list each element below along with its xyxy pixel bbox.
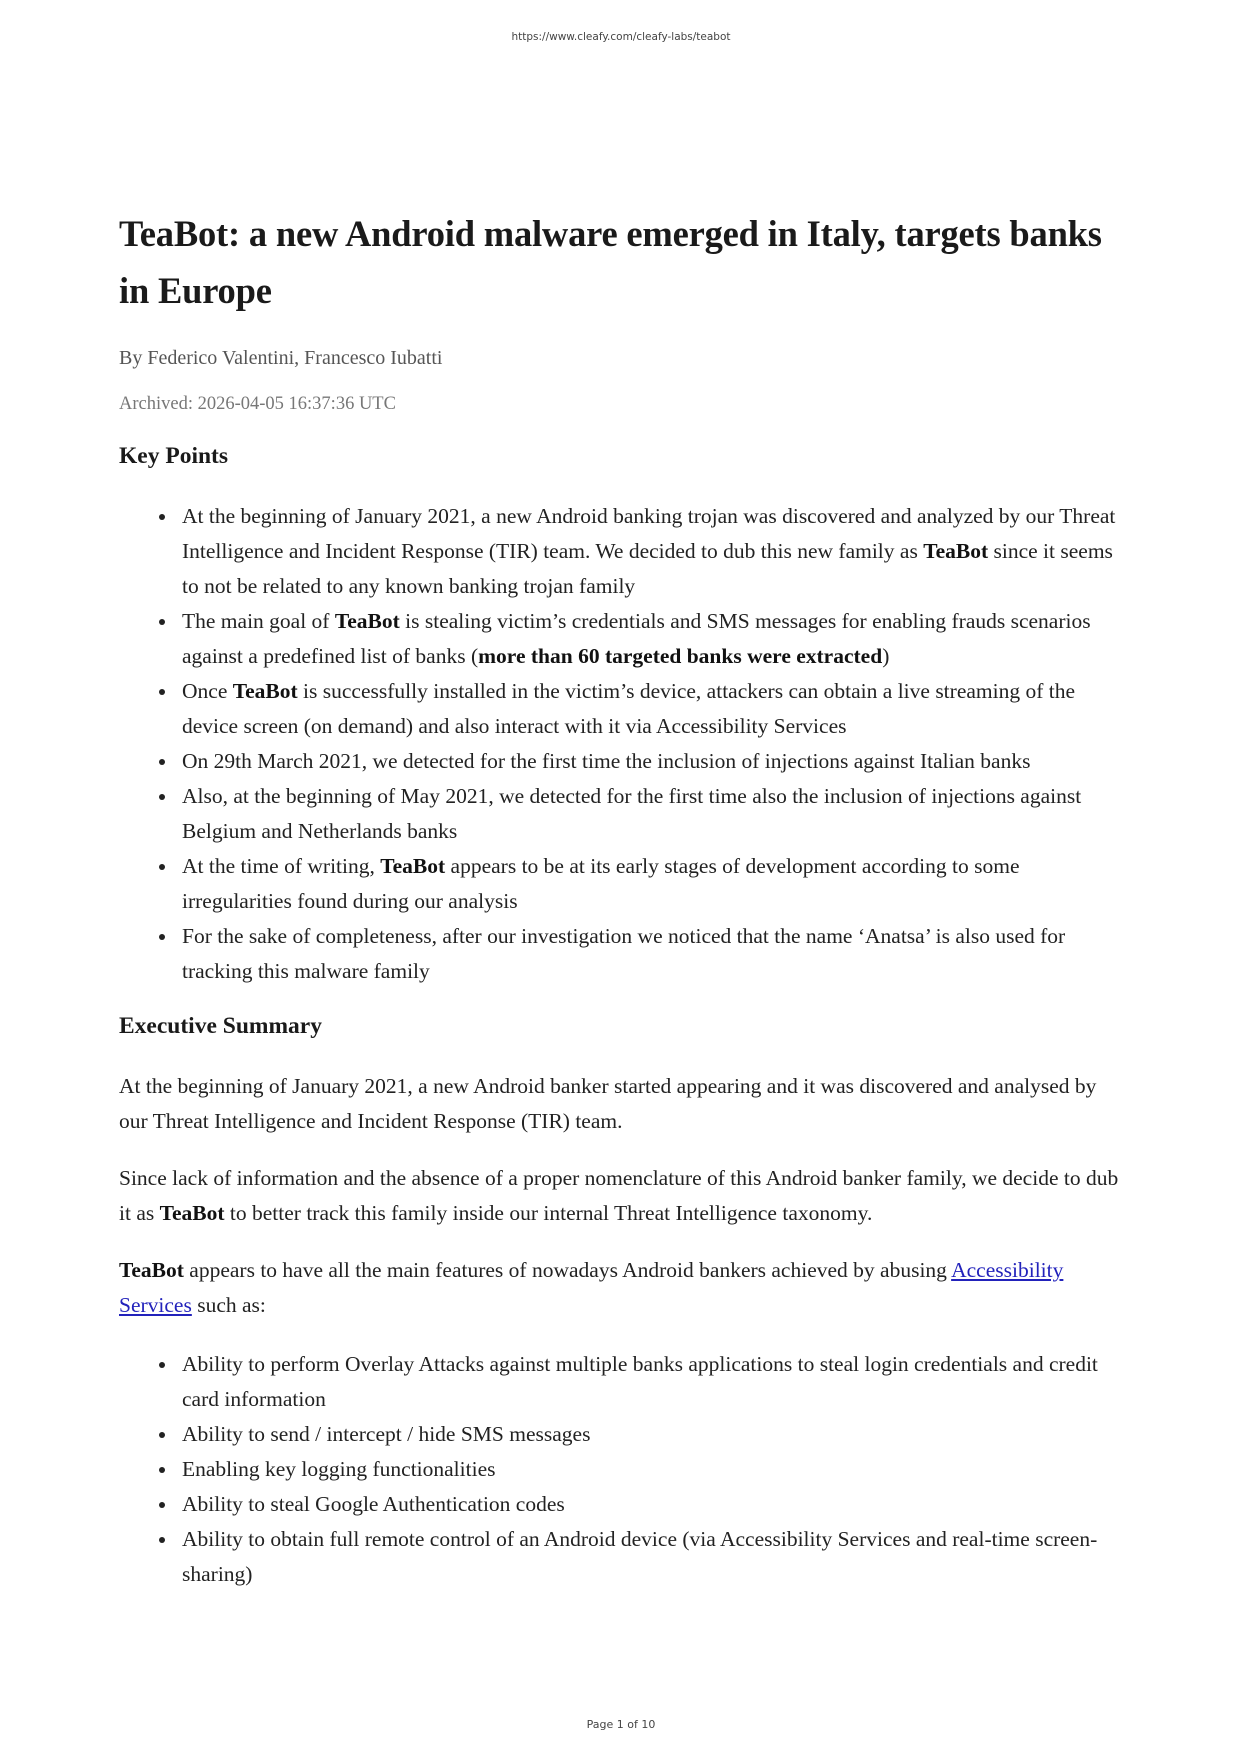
- article-title: TeaBot: a new Android malware emerged in Italy, targets banks in Europe: [119, 213, 1102, 311]
- key-points-heading: Key Points: [119, 443, 229, 469]
- list-item: Ability to steal Google Authentication codes: [182, 1487, 1129, 1522]
- summary-paragraph-3: [119, 1253, 1129, 1323]
- list-item: Ability to send / intercept / hide SMS messages: [182, 1417, 1129, 1452]
- archived-timestamp: Archived: 2026-04-05 16:37:36 UTC: [119, 394, 396, 414]
- text: appears to have all the main features of nowadays Android bankers achieved by abusing: [183, 1258, 952, 1282]
- text: is stealing victim’s credentials and SMS messages for enabling frauds scenarios against a predefined list of banks (: [182, 609, 1091, 668]
- article-byline: By Federico Valentini, Francesco Iubatti: [119, 347, 443, 369]
- list-item: Ability to obtain full remote control of an Android device (via Accessibility Services and real-time screen-sharing): [182, 1522, 1129, 1592]
- bold-text: TeaBot: [232, 679, 298, 703]
- bold-text: TeaBot: [119, 1258, 184, 1282]
- list-item: [182, 744, 1129, 779]
- list-item: [182, 674, 1129, 744]
- bold-text: more than 60 targeted banks were extracted: [478, 644, 883, 668]
- list-item: Enabling key logging functionalities: [182, 1452, 1129, 1487]
- text: For the sake of completeness, after our investigation we noticed that the name ‘Anatsa’ is also used for tracking this malware family: [182, 924, 1066, 983]
- article: [119, 205, 1129, 1592]
- text: such as:: [191, 1293, 266, 1317]
- accessibility-services-link[interactable]: Accessibility Services: [119, 1258, 1064, 1317]
- bold-text: TeaBot: [159, 1201, 225, 1225]
- text: The main goal of: [182, 609, 335, 633]
- text: appears to be at its early stages of development according to some irregularities found during our analysis: [182, 854, 1020, 913]
- text: to better track this family inside our internal Threat Intelligence taxonomy.: [224, 1201, 873, 1225]
- list-item: [182, 499, 1129, 604]
- text: Since lack of information and the absence of a proper nomenclature of this Android banker family, we decide to dub it as: [119, 1166, 1119, 1225]
- text: At the time of writing,: [182, 854, 381, 878]
- text: Also, at the beginning of May 2021, we detected for the first time also the inclusion of injections against Belgium and Netherlands banks: [182, 784, 1082, 843]
- features-list: [119, 1347, 1129, 1592]
- list-item: [182, 604, 1129, 674]
- bold-text: TeaBot: [380, 854, 446, 878]
- list-item: [182, 919, 1129, 989]
- text: is successfully installed in the victim’s device, attackers can obtain a live streaming of the device screen (on demand) and also interact with it via Accessibility Services: [182, 679, 1076, 738]
- text: since it seems to not be related to any known banking trojan family: [182, 539, 1113, 598]
- text: ): [882, 644, 890, 668]
- key-points-list: [119, 499, 1129, 989]
- executive-summary-heading: Executive Summary: [119, 1013, 322, 1039]
- list-item: [182, 849, 1129, 919]
- list-item: Ability to perform Overlay Attacks against multiple banks applications to steal login credentials and credit card information: [182, 1347, 1129, 1417]
- text: On 29th March 2021, we detected for the first time the inclusion of injections against Italian banks: [182, 749, 1031, 773]
- summary-paragraph-2: [119, 1161, 1129, 1231]
- bold-text: TeaBot: [334, 609, 400, 633]
- page-url-header: https://www.cleafy.com/cleafy-labs/teabot: [511, 31, 731, 43]
- text: At the beginning of January 2021, a new Android banking trojan was discovered and analyzed by our Threat Intelligence and Incident Response (TIR) team. We decided to dub this new family as: [182, 504, 1116, 563]
- text: Once: [182, 679, 233, 703]
- list-item: [182, 779, 1129, 849]
- bold-text: TeaBot: [923, 539, 989, 563]
- summary-paragraph-1: At the beginning of January 2021, a new Android banker started appearing and it was discovered and analysed by our Threat Intelligence and Incident Response (TIR) team.: [119, 1074, 1097, 1133]
- page-number: Page 1 of 10: [586, 1718, 656, 1731]
